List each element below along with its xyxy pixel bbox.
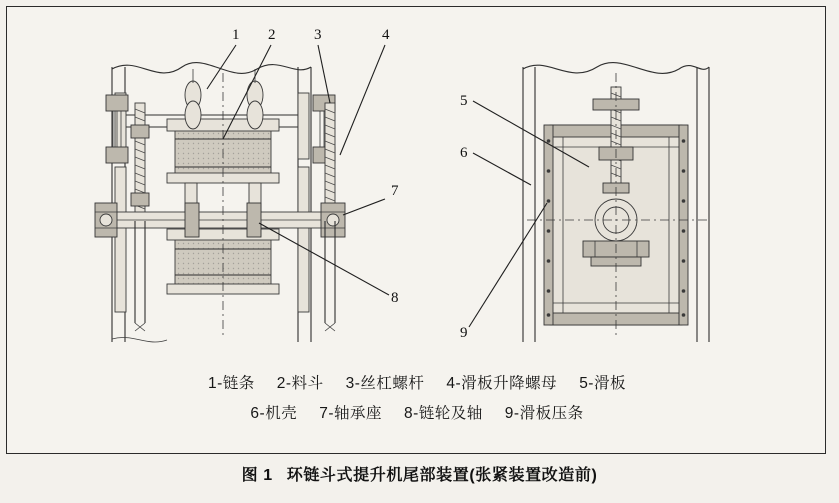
legend-item-6: 6-机壳	[250, 405, 298, 422]
technical-drawing-svg	[7, 7, 827, 357]
legend-item-3: 3-丝杠螺杆	[345, 375, 425, 392]
drawing-area	[7, 7, 827, 357]
callout-7: 7	[391, 183, 399, 199]
callout-9: 9	[460, 325, 468, 341]
figure-caption	[0, 462, 839, 485]
legend-item-1: 1-链条	[208, 375, 255, 392]
legend-row-1	[208, 369, 626, 399]
callout-6: 6	[460, 145, 468, 161]
legend-item-9: 9-滑板压条	[504, 405, 584, 422]
legend	[7, 359, 827, 451]
figure-title: 环链斗式提升机尾部装置(张紧装置改造前)	[286, 467, 598, 484]
callout-5: 5	[460, 93, 468, 109]
left-elevation-view	[95, 63, 345, 342]
screw-rod-left	[131, 103, 149, 221]
right-section-view	[523, 63, 709, 342]
figure-number: 图 1	[241, 467, 273, 484]
legend-item-8: 8-链轮及轴	[404, 405, 483, 422]
callout-3: 3	[314, 27, 322, 43]
callout-1: 1	[232, 27, 240, 43]
legend-item-7: 7-轴承座	[319, 405, 382, 422]
callout-4: 4	[382, 27, 390, 43]
legend-item-4: 4-滑板升降螺母	[446, 375, 558, 392]
legend-item-2: 2-料斗	[276, 375, 324, 392]
legend-row-2	[250, 399, 583, 429]
legend-item-5: 5-滑板	[579, 375, 626, 392]
callout-2: 2	[268, 27, 276, 43]
callout-8: 8	[391, 290, 399, 306]
figure-frame	[6, 6, 826, 454]
